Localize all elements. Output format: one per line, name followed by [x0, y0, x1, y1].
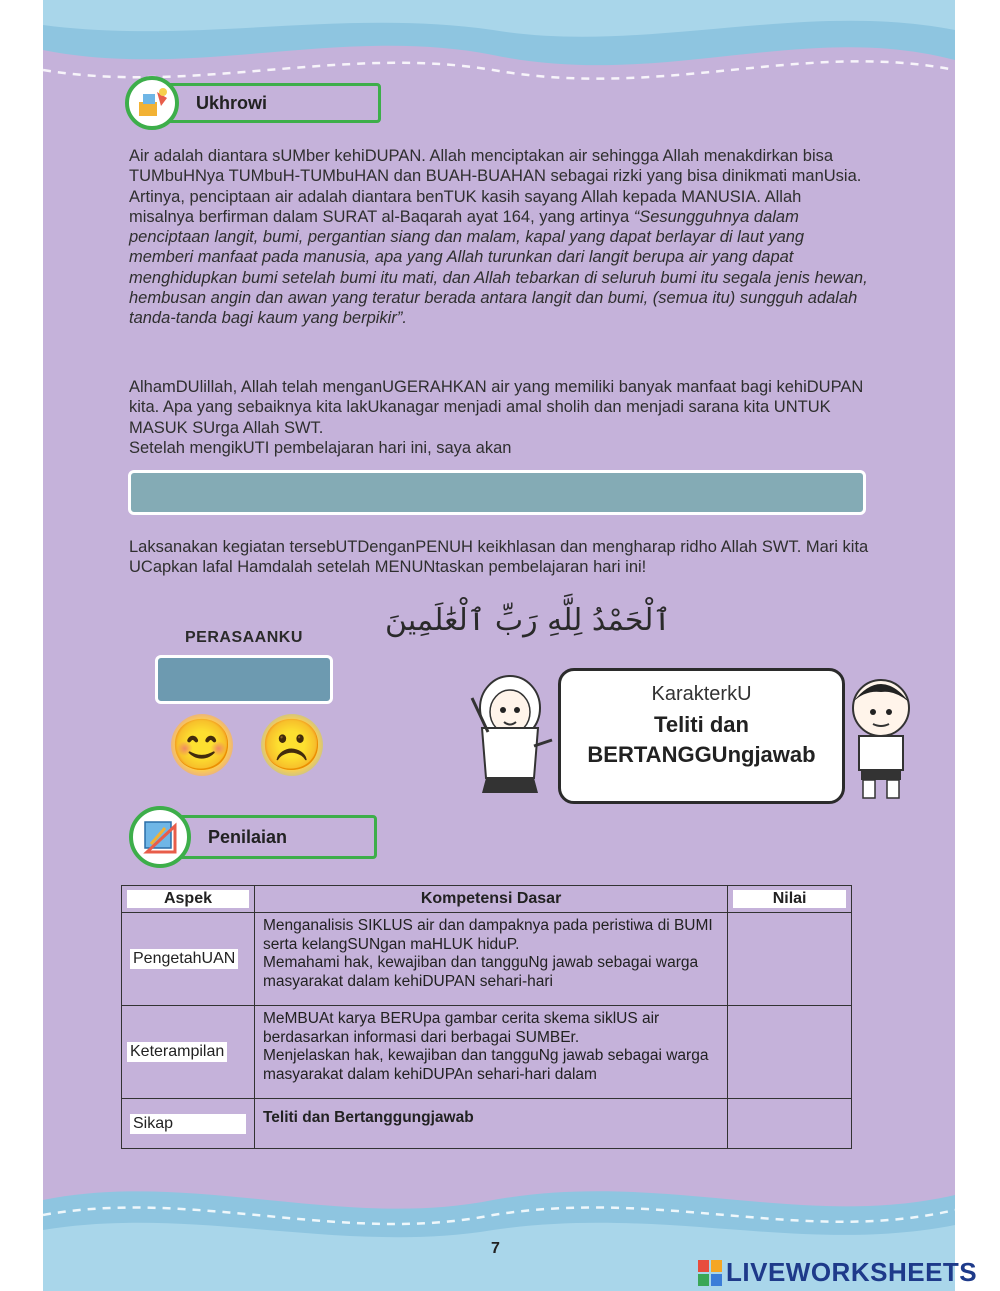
nilai-input[interactable] [728, 1006, 852, 1099]
kompetensi-cell: MeMBUAt karya BERUpa gambar cerita skema siklUS air berdasarkan informasi dari berbagai SUMBEr. Menjelaskan hak, kewajiban dan tangguNg jawab sebagai warga masyarakat dalam kehiDUPAn sehari-hari dalam [254, 1006, 727, 1099]
kompetensi-cell: Teliti dan Bertanggungjawab [254, 1099, 727, 1149]
paragraph1-text: Air adalah diantara sUMber kehiDUPAN. Allah menciptakan air sehingga Allah menakdirkan bisa TUMbuHNya TUMbuH-TUMbuHAN dan BUAH-BUAHAN sebagai rizki yang bisa dinikmati manUsia. Artinya, penciptaan air adalah diantara benTUK kasih sayang Allah kepada MANUSIA. Allah misalnya berfirman dalam SURAT al-Baqarah ayat 164, yang artinya [129, 147, 862, 226]
nilai-input[interactable] [728, 1099, 852, 1149]
hamdalah-calligraphy: ٱلْحَمْدُ لِلَّهِ رَبِّ ٱلْعَٰلَمِينَ [384, 603, 672, 638]
reflection-answer-input[interactable] [128, 470, 866, 515]
header-nilai: Nilai [728, 886, 852, 913]
table-row [122, 1099, 852, 1149]
karakter-value-line1: Teliti dan [654, 712, 749, 737]
header-aspek: Aspek [122, 886, 255, 913]
table-header-row [122, 886, 852, 913]
paragraph2-line2: Setelah mengikUTI pembelajaran hari ini, saya akan [129, 438, 512, 457]
perasaan-label: PERASAANKU [185, 629, 303, 646]
kompetensi-cell: Menganalisis SIKLUS air dan dampaknya pada peristiwa di BUMI serta kelangSUNgan maHLUK hiduP. Memahami hak, kewajiban dan tangguNg jawab sebagai warga masyarakat dalam kehiDUPAN sehari-hari [254, 913, 727, 1006]
penilaian-badge-icon [129, 806, 191, 868]
karakter-title: KarakterkU [651, 683, 752, 705]
ukhrowi-badge-icon [125, 76, 179, 130]
header-kompetensi: Kompetensi Dasar [254, 886, 727, 913]
liveworksheets-logo [698, 1257, 977, 1288]
girl-character-illustration [468, 668, 558, 803]
nilai-input[interactable] [728, 913, 852, 1006]
penilaian-title: Penilaian [177, 815, 377, 859]
paragraph-closing: Laksanakan kegiatan tersebUTDenganPENUH keikhlasan dan mengharap ridho Allah SWT. Mari kita UCapkan lafal Hamdalah setelah MENUNtaskan pembelajaran hari ini! [129, 538, 869, 577]
boy-character-illustration [843, 672, 918, 804]
liveworksheets-text: LIVEWORKSHEETS [726, 1257, 978, 1287]
table-row [122, 1006, 852, 1099]
aspek-cell: Sikap [122, 1099, 255, 1149]
penilaian-header [129, 806, 377, 868]
aspek-cell: Keterampilan [122, 1006, 255, 1099]
paragraph1-quote: “Sesungguhnya dalam penciptaan langit, bumi, pergantian siang dan malam, kapal yang dapat berlayar di laut yang memberi manfaat pada manusia, apa yang Allah turunkan dari langit berupa air yang dapat menghidupkan bumi setelah bumi itu mati, dan Allah tebarkan di seluruh bumi itu segala jenis hewan, hembusan angin dan awan yang teratur berada antara langit dan bumi, (semua itu) sungguh adalah tanda-tanda bagi kaum yang berpikir”. [129, 207, 868, 328]
aspek-cell: PengetahUAN [122, 913, 255, 1006]
karakter-box [558, 668, 845, 804]
paragraph-ukhrowi [129, 146, 869, 329]
worksheet-page [43, 0, 955, 1291]
sad-face-icon[interactable]: ☹️ [261, 714, 323, 776]
ukhrowi-title: Ukhrowi [165, 83, 381, 123]
feeling-answer-input[interactable] [155, 655, 333, 704]
karakter-value-line2: BERTANGGUngjawab [587, 742, 816, 767]
live-logo-icon [698, 1260, 722, 1286]
page-number: 7 [491, 1240, 500, 1257]
ukhrowi-header [125, 76, 381, 130]
paragraph2-line1: AlhamDUlillah, Allah telah menganUGERAHKAN air yang memiliki banyak manfaat bagi kehiDUPAN kita. Apa yang sebaiknya kita lakUkanagar menjadi amal sholih dan menjadi sarana kita UNTUK MASUK SUrga Allah SWT. [129, 378, 864, 437]
paragraph-reflection [129, 377, 869, 458]
happy-face-icon[interactable]: 😊 [171, 714, 233, 776]
table-row [122, 913, 852, 1006]
assessment-table [121, 885, 852, 1149]
